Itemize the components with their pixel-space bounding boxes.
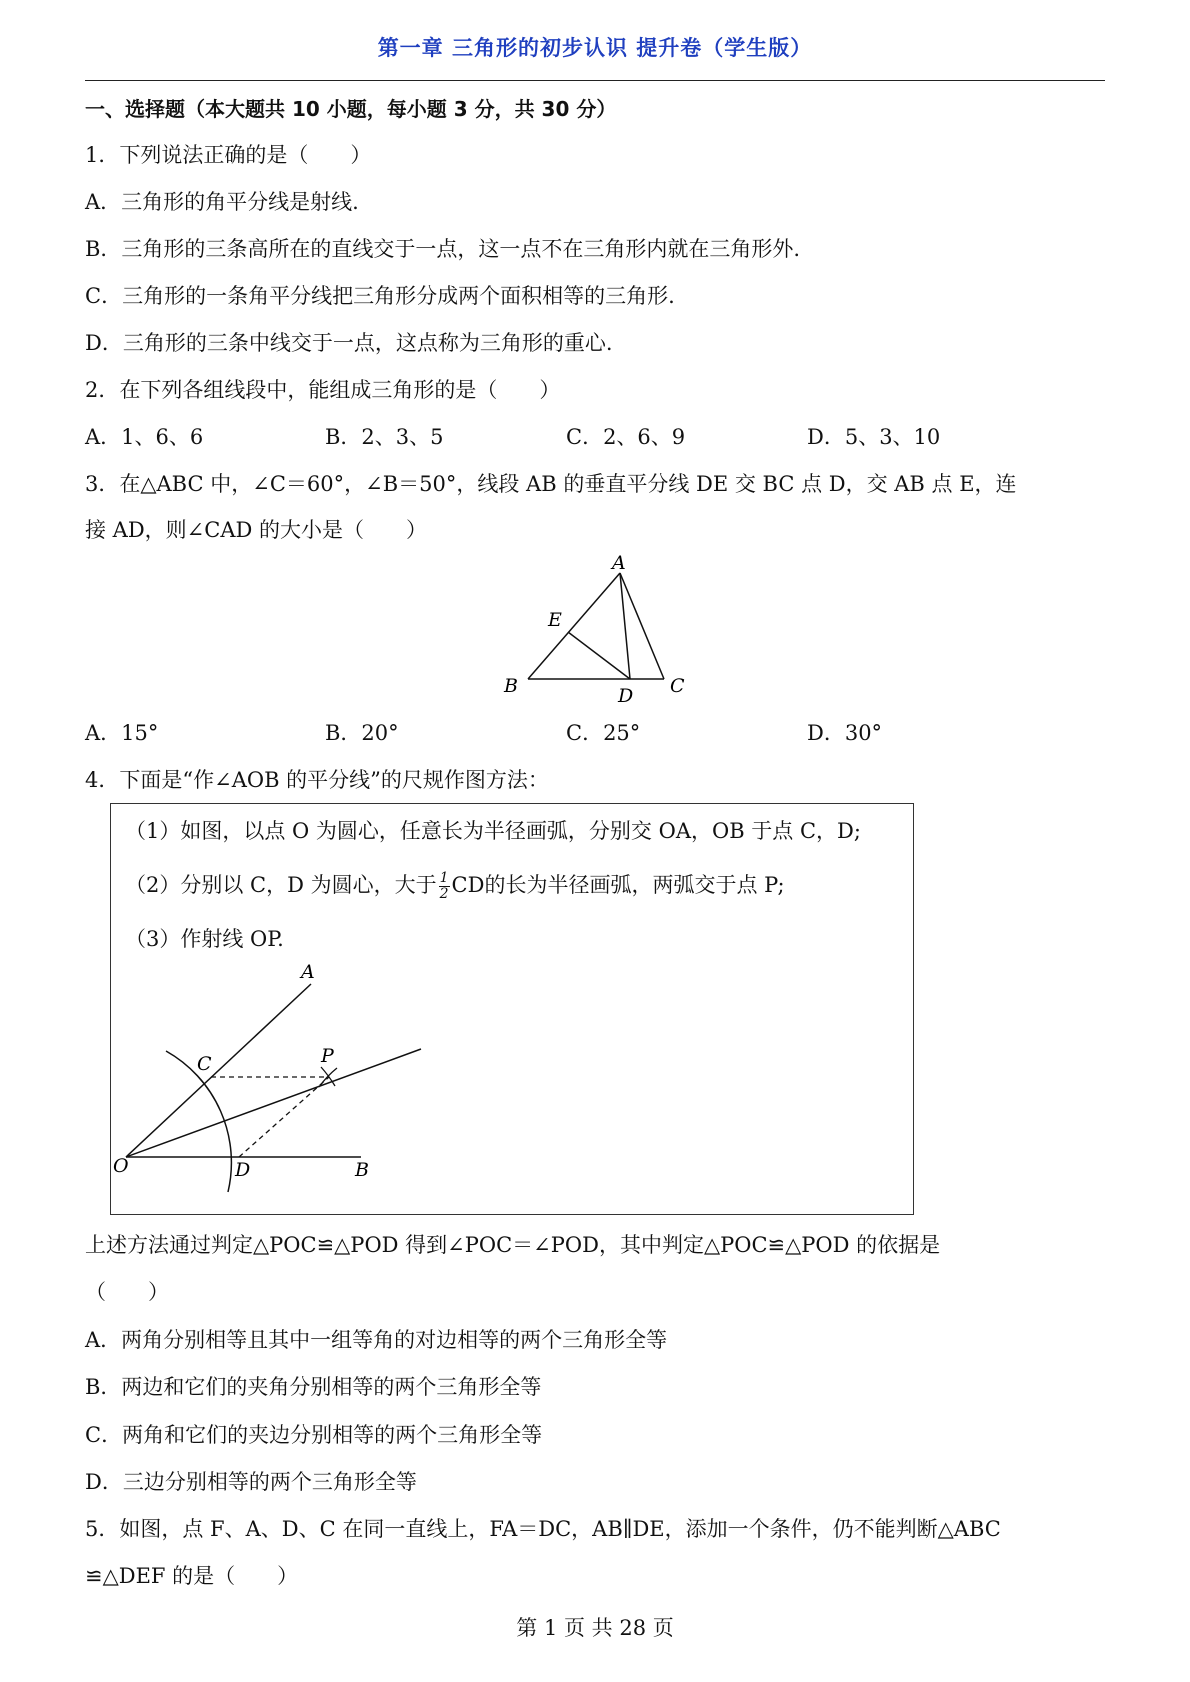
q3-option-c: C．25° xyxy=(566,721,641,745)
q2-option-c: C．2、6、9 xyxy=(566,425,686,449)
q4-option-a: A．两角分别相等且其中一组等角的对边相等的两个三角形全等 xyxy=(85,1328,668,1352)
q1-stem: 1．下列说法正确的是（ ） xyxy=(85,143,372,167)
q4-option-d: D．三边分别相等的两个三角形全等 xyxy=(85,1470,417,1494)
q5-stem-line1: 5．如图，点 F、A、D、C 在同一直线上，FA＝DC，AB∥DE，添加一个条件，仍不能判断△ABC xyxy=(85,1517,1001,1541)
q1-option-c: C．三角形的一条角平分线把三角形分成两个面积相等的三角形. xyxy=(85,284,675,308)
q4-step-2-prefix: （2）分别以 C，D 为圆心，大于 xyxy=(125,873,437,897)
label-p: P xyxy=(321,1045,334,1067)
dashed-dp xyxy=(239,1077,329,1157)
segment-ab xyxy=(528,573,620,679)
q5-stem-line2: ≌△DEF 的是（ ） xyxy=(85,1564,299,1588)
q3-option-a: A．15° xyxy=(85,721,159,745)
q2-option-d: D．5、3、10 xyxy=(807,425,941,449)
q4-construction-box xyxy=(110,803,914,1215)
ray-op xyxy=(126,1049,421,1157)
q4-step-1: （1）如图，以点 O 为圆心，任意长为半径画弧，分别交 OA，OB 于点 C，D; xyxy=(125,819,861,843)
q3-option-d: D．30° xyxy=(807,721,883,745)
q4-stem: 4．下面是“作∠AOB 的平分线”的尺规作图方法： xyxy=(85,768,549,792)
ray-oa xyxy=(126,984,311,1157)
q4-step-2 xyxy=(125,870,785,902)
page-footer: 第 1 页 共 28 页 xyxy=(516,1616,674,1640)
q3-stem-line2: 接 AD，则∠CAD 的大小是（ ） xyxy=(85,518,428,542)
label-a: A xyxy=(301,961,315,983)
q4-bisector-figure xyxy=(111,954,431,1214)
q4-after-line2: （ ） xyxy=(85,1280,169,1304)
q1-option-d: D．三角形的三条中线交于一点，这点称为三角形的重心. xyxy=(85,331,613,355)
label-c: C xyxy=(670,675,685,697)
section-title: 一、选择题（本大题共 10 小题，每小题 3 分，共 30 分） xyxy=(85,97,617,121)
q4-step-3: （3）作射线 OP. xyxy=(125,927,284,951)
q4-option-b: B．两边和它们的夹角分别相等的两个三角形全等 xyxy=(85,1375,542,1399)
label-b: B xyxy=(504,675,518,697)
q2-option-b: B．2、3、5 xyxy=(325,425,444,449)
fraction-one-half xyxy=(439,871,450,902)
q3-stem-line1: 3．在△ABC 中，∠C＝60°，∠B＝50°，线段 AB 的垂直平分线 DE 交 BC 点 D，交 AB 点 E，连 xyxy=(85,472,1017,496)
q1-option-b: B．三角形的三条高所在的直线交于一点，这一点不在三角形内就在三角形外. xyxy=(85,237,801,261)
label-e: E xyxy=(548,609,562,631)
q3-option-b: B．20° xyxy=(325,721,399,745)
label-b: B xyxy=(355,1159,369,1181)
segment-ed xyxy=(568,632,630,679)
fraction-denominator: 2 xyxy=(439,886,449,902)
q2-option-a: A．1、6、6 xyxy=(85,425,204,449)
q3-triangle-figure xyxy=(490,552,700,712)
page-header-title: 第一章 三角形的初步认识 提升卷（学生版） xyxy=(377,36,813,60)
label-a: A xyxy=(612,552,626,574)
q2-stem: 2．在下列各组线段中，能组成三角形的是（ ） xyxy=(85,378,561,402)
segment-ac xyxy=(620,573,664,679)
fraction-numerator: 1 xyxy=(439,870,449,886)
q1-option-a: A．三角形的角平分线是射线. xyxy=(85,190,359,214)
label-o: O xyxy=(113,1155,129,1177)
label-d: D xyxy=(618,685,634,707)
q4-step-2-suffix: CD的长为半径画弧，两弧交于点 P; xyxy=(451,873,785,897)
header-rule xyxy=(85,80,1105,81)
q4-option-c: C．两角和它们的夹边分别相等的两个三角形全等 xyxy=(85,1423,543,1447)
segment-ad xyxy=(620,573,630,679)
label-c: C xyxy=(197,1053,212,1075)
q4-after-line1: 上述方法通过判定△POC≌△POD 得到∠POC＝∠POD，其中判定△POC≌△POD 的依据是 xyxy=(85,1233,941,1257)
label-d: D xyxy=(235,1159,251,1181)
